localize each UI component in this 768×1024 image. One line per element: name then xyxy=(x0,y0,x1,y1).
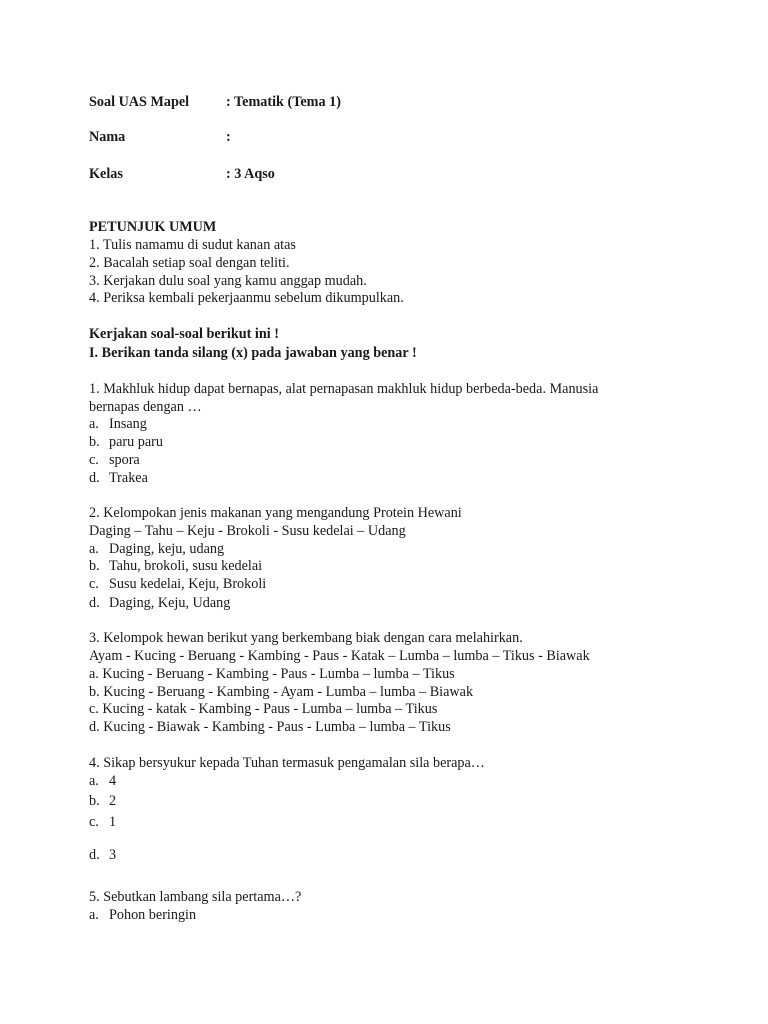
option-text: 3 xyxy=(109,847,117,863)
option-letter: b. xyxy=(89,558,100,574)
option-text: paru paru xyxy=(109,434,163,450)
option-text: Tahu, brokoli, susu kedelai xyxy=(109,558,263,574)
option-b xyxy=(89,557,262,575)
option-c xyxy=(89,451,140,469)
question-2-text-cont: Daging – Tahu – Keju - Brokoli - Susu kedelai – Udang xyxy=(89,523,406,539)
option-d: d. Kucing - Biawak - Kambing - Paus - Lumba – lumba – Tikus xyxy=(89,719,451,735)
class-value: : 3 Aqso xyxy=(226,166,275,182)
option-c: c. Kucing - katak - Kambing - Paus - Lumba – lumba – Tikus xyxy=(89,701,438,717)
option-letter: a. xyxy=(89,416,99,432)
option-text: Trakea xyxy=(109,470,148,486)
option-text: Insang xyxy=(109,416,147,432)
instruction-item: 4. Periksa kembali pekerjaanmu sebelum dikumpulkan. xyxy=(89,290,404,306)
option-c xyxy=(89,813,116,831)
option-text: Daging, keju, udang xyxy=(109,541,225,557)
instruction-item: 2. Bacalah setiap soal dengan teliti. xyxy=(89,255,290,271)
option-letter: a. xyxy=(89,907,99,923)
option-letter: c. xyxy=(89,814,99,830)
option-letter: d. xyxy=(89,595,100,611)
document-page xyxy=(89,0,729,1024)
option-b: b. Kucing - Beruang - Kambing - Ayam - Lumba – lumba – Biawak xyxy=(89,684,474,700)
option-a xyxy=(89,415,147,433)
option-text: Susu kedelai, Keju, Brokoli xyxy=(109,576,267,592)
option-text: spora xyxy=(109,452,140,468)
option-text: 4 xyxy=(109,773,117,789)
question-3-text: 3. Kelompok hewan berikut yang berkembang biak dengan cara melahirkan. xyxy=(89,630,523,646)
task-line-2: I. Berikan tanda silang (x) pada jawaban yang benar ! xyxy=(89,345,417,361)
class-label: Kelas xyxy=(89,166,123,182)
option-d xyxy=(89,594,230,612)
question-3-text-cont: Ayam - Kucing - Beruang - Kambing - Paus - Katak – Lumba – lumba – Tikus - Biawak xyxy=(89,648,590,664)
option-letter: a. xyxy=(89,773,99,789)
question-1-text: 1. Makhluk hidup dapat bernapas, alat pernapasan makhluk hidup berbeda-beda. Manusia xyxy=(89,381,599,397)
instructions-title: PETUNJUK UMUM xyxy=(89,219,217,235)
question-2-text: 2. Kelompokan jenis makanan yang mengandung Protein Hewani xyxy=(89,505,462,521)
question-1-text-cont: bernapas dengan … xyxy=(89,399,202,415)
option-d xyxy=(89,846,116,864)
instruction-item: 1. Tulis namamu di sudut kanan atas xyxy=(89,237,296,253)
option-a xyxy=(89,906,196,924)
option-letter: a. xyxy=(89,541,99,557)
option-letter: c. xyxy=(89,452,99,468)
option-text: 2 xyxy=(109,793,117,809)
option-letter: b. xyxy=(89,434,100,450)
instruction-item: 3. Kerjakan dulu soal yang kamu anggap mudah. xyxy=(89,273,367,289)
name-label: Nama xyxy=(89,129,126,145)
option-text: Pohon beringin xyxy=(109,907,197,923)
option-b xyxy=(89,433,163,451)
option-letter: d. xyxy=(89,470,100,486)
option-text: 1 xyxy=(109,814,117,830)
subject-value: : Tematik (Tema 1) xyxy=(226,94,341,110)
question-5-text: 5. Sebutkan lambang sila pertama…? xyxy=(89,889,302,905)
option-text: Daging, Keju, Udang xyxy=(109,595,231,611)
subject-label: Soal UAS Mapel xyxy=(89,94,190,110)
option-c xyxy=(89,575,266,593)
option-letter: b. xyxy=(89,793,100,809)
name-value: : xyxy=(226,129,231,145)
option-b xyxy=(89,792,116,810)
question-4-text: 4. Sikap bersyukur kepada Tuhan termasuk pengamalan sila berapa… xyxy=(89,755,485,771)
task-line-1: Kerjakan soal-soal berikut ini ! xyxy=(89,326,279,342)
option-a xyxy=(89,540,224,558)
option-letter: d. xyxy=(89,847,100,863)
option-a xyxy=(89,772,116,790)
option-letter: c. xyxy=(89,576,99,592)
option-a: a. Kucing - Beruang - Kambing - Paus - Lumba – lumba – Tikus xyxy=(89,666,455,682)
option-d xyxy=(89,469,148,487)
